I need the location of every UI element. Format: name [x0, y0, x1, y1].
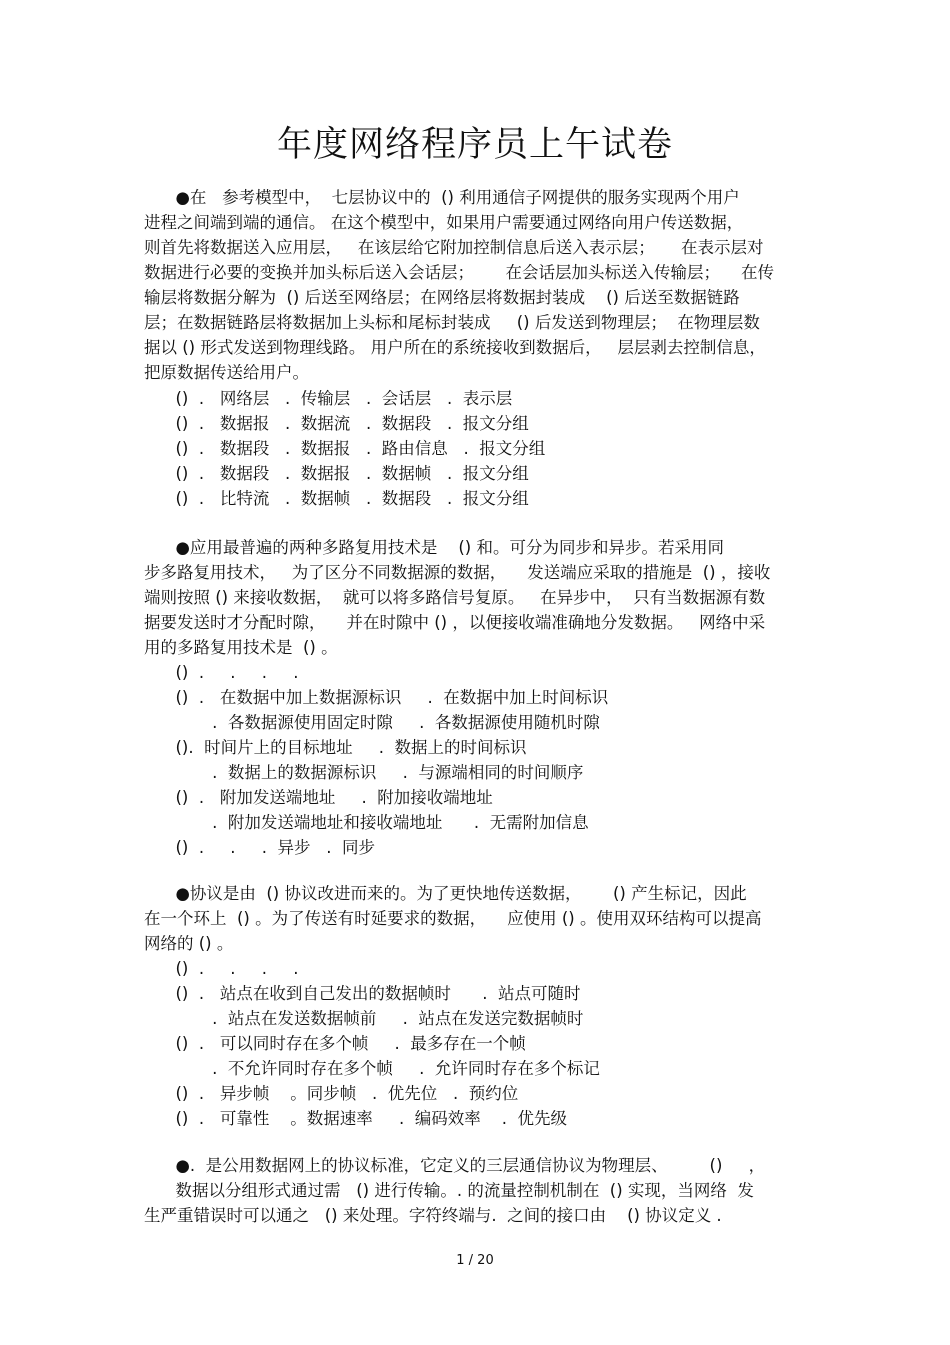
- text-line: ●在 参考模型中， 七层协议中的 () 利用通信子网提供的服务实现两个用户: [144, 188, 740, 207]
- text-line: () . 数据段 . 数据报 . 路由信息 . 报文分组: [144, 439, 546, 458]
- text-line: () . 站点在收到自己发出的数据帧时 . 站点可随时: [144, 984, 581, 1003]
- text-line: . 附加发送端地址和接收端地址 . 无需附加信息: [144, 813, 589, 832]
- text-line: 在一个环上 () 。为了传送有时延要求的数据， 应使用 () 。使用双环结构可以提高: [144, 909, 762, 928]
- text-line: () . . . 异步 . 同步: [144, 838, 375, 857]
- text-line: () . 比特流 . 数据帧 . 数据段 . 报文分组: [144, 489, 529, 508]
- text-line: () . . . .: [144, 959, 299, 978]
- text-line: 则首先将数据送入应用层， 在该层给它附加控制信息后送入表示层； 在表示层对: [144, 238, 764, 257]
- text-line: 进程之间端到端的通信。 在这个模型中，如果用户需要通过网络向用户传送数据，: [144, 213, 744, 232]
- text-line: () . 可靠性 。数据速率 . 编码效率 . 优先级: [144, 1109, 567, 1128]
- text-line: 数据进行必要的变换并加头标后送入会话层； 在会话层加头标送入传输层； 在传: [144, 263, 774, 282]
- text-line: () . 在数据中加上数据源标识 . 在数据中加上时间标识: [144, 688, 609, 707]
- text-line: ●应用最普遍的两种多路复用技术是 () 和。可分为同步和异步。若采用同: [144, 538, 724, 557]
- text-line: . 站点在发送数据帧前 . 站点在发送完数据帧时: [144, 1009, 584, 1028]
- text-line: () . 数据报 . 数据流 . 数据段 . 报文分组: [144, 414, 529, 433]
- text-line: ●协议是由 () 协议改进而来的。为了更快地传送数据， () 产生标记，因此: [144, 884, 747, 903]
- text-line: () . 可以同时存在多个帧 . 最多存在一个帧: [144, 1034, 526, 1053]
- page-title: 年度网络程序员上午试卷: [276, 125, 673, 165]
- text-line: . 各数据源使用固定时隙 . 各数据源使用随机时隙: [144, 713, 600, 732]
- page-number: 1 / 20: [456, 1253, 494, 1268]
- text-line: 数据以分组形式通过需 () 进行传输。. 的流量控制机制在 () 实现，当网络 发: [144, 1181, 754, 1200]
- text-line: () . 数据段 . 数据报 . 数据帧 . 报文分组: [144, 464, 529, 483]
- text-line: ●. 是公用数据网上的协议标准，它定义的三层通信协议为物理层、 () ，: [144, 1156, 766, 1175]
- text-line: 据以 () 形式发送到物理线路。 用户所在的系统接收到数据后， 层层剥去控制信息，: [144, 338, 766, 357]
- text-line: () . . . .: [144, 663, 299, 682]
- text-line: 网络的 () 。: [144, 934, 234, 953]
- text-line: . 数据上的数据源标识 . 与源端相同的时间顺序: [144, 763, 584, 782]
- text-line: (). 时间片上的目标地址 . 数据上的时间标识: [144, 738, 527, 757]
- text-line: 层；在数据链路层将数据加上头标和尾标封装成 () 后发送到物理层； 在物理层数: [144, 313, 760, 332]
- text-line: 步多路复用技术， 为了区分不同数据源的数据， 发送端应采取的措施是 () ，接收: [144, 563, 771, 582]
- text-line: . 不允许同时存在多个帧 . 允许同时存在多个标记: [144, 1059, 600, 1078]
- text-line: 用的多路复用技术是 () 。: [144, 638, 338, 657]
- text-line: 据要发送时才分配时隙， 并在时隙中 () ，以便接收端准确地分发数据。 网络中采: [144, 613, 766, 632]
- text-line: 端则按照 () 来接收数据， 就可以将多路信号复原。 在异步中， 只有当数据源有数: [144, 588, 766, 607]
- text-line: 输层将数据分解为 () 后送至网络层；在网络层将数据封装成 () 后送至数据链路: [144, 288, 740, 307]
- text-line: 生严重错误时可以通之 () 来处理。字符终端与. 之间的接口由 () 协议定义 .: [144, 1206, 722, 1225]
- text-line: () . 网络层 . 传输层 . 会话层 . 表示层: [144, 389, 513, 408]
- text-line: () . 异步帧 。同步帧 . 优先位 . 预约位: [144, 1084, 519, 1103]
- text-line: 把原数据传送给用户。: [144, 363, 309, 382]
- text-line: () . 附加发送端地址 . 附加接收端地址: [144, 788, 493, 807]
